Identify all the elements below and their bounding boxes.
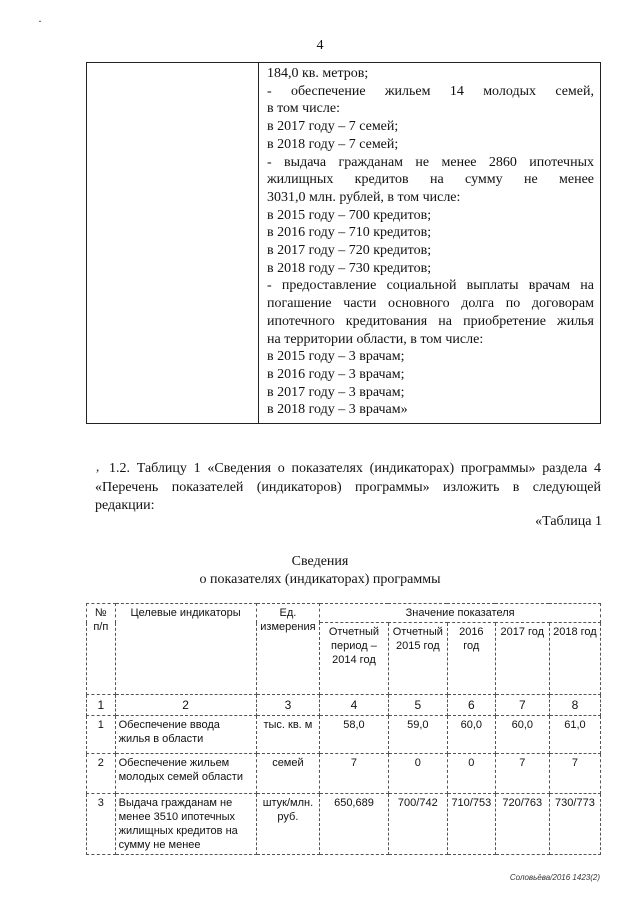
col-header-target: Целевые индикаторы [115, 604, 256, 695]
col-number: 2 [115, 695, 256, 716]
cell-line: в том числе: [267, 101, 340, 117]
cell-line: в 2016 году – 3 врачам; [267, 366, 405, 382]
col-header-num: № п/п [87, 604, 116, 695]
table-row [87, 754, 601, 794]
row-indicator: Выдача гражданам не менее 3510 ипотечных жилищных кредитов на сумму не менее [115, 794, 256, 855]
cell-line: в 2015 году – 700 кредитов; [267, 207, 432, 223]
cell-line: - предоставление социальной выплаты врачам на [267, 278, 594, 294]
row-value: 58,0 [320, 716, 388, 754]
cell-line: 184,0 кв. метров; [267, 66, 369, 81]
document-footer: Соловьёва/2016 1423(2) [509, 873, 600, 882]
row-value: 650,689 [320, 794, 388, 855]
subheader-2016: 2016 год [447, 623, 495, 695]
continuation-right-cell [259, 63, 600, 423]
column-number-row [87, 695, 601, 716]
cell-line: ипотечного кредитования на приобретение жилья [267, 313, 594, 329]
continuation-left-cell [87, 63, 259, 423]
table-row [87, 794, 601, 855]
cell-line: в 2015 году – 3 врачам; [267, 349, 405, 365]
row-value: 700/742 [388, 794, 447, 855]
row-unit: семей [256, 754, 320, 794]
table-heading [0, 553, 640, 589]
col-number: 4 [320, 695, 388, 716]
col-number: 8 [549, 695, 600, 716]
row-num: 3 [87, 794, 116, 855]
cell-line: 3031,0 млн. рублей, в том числе: [267, 189, 461, 205]
heading-line-2: о показателях (индикаторах) программы [199, 572, 441, 587]
cell-line: в 2018 году – 7 семей; [267, 136, 399, 152]
col-header-unit: Ед. измерения [256, 604, 320, 695]
row-num: 1 [87, 716, 116, 754]
amendment-text: 1.2. Таблицу 1 «Сведения о показателях (индикаторах) программы» раздела 4 «Перечень показателей (индикаторов) программы» изложить в следующей редакции: [95, 461, 601, 513]
col-number: 3 [256, 695, 320, 716]
cell-line: в 2017 году – 7 семей; [267, 119, 399, 135]
cell-line: на территории области, в том числе: [267, 331, 484, 347]
row-value: 720/763 [495, 794, 549, 855]
row-indicator: Обеспечение жильем молодых семей области [115, 754, 256, 794]
col-number: 7 [495, 695, 549, 716]
amendment-paragraph [95, 460, 601, 516]
cell-line: жилищных кредитов на сумму не менее [267, 172, 594, 188]
header-row [87, 604, 601, 623]
col-header-value: Значение показателя [320, 604, 601, 623]
row-value: 0 [388, 754, 447, 794]
table-row [87, 716, 601, 754]
row-value: 60,0 [495, 716, 549, 754]
row-value: 61,0 [549, 716, 600, 754]
col-number: 6 [447, 695, 495, 716]
subheader-2015: Отчетный 2015 год [388, 623, 447, 695]
row-value: 710/753 [447, 794, 495, 855]
row-indicator: Обеспечение ввода жилья в области [115, 716, 256, 754]
cell-line: погашение части основного долга по договорам [267, 296, 594, 312]
cell-line: в 2016 году – 710 кредитов; [267, 225, 432, 241]
row-num: 2 [87, 754, 116, 794]
cell-line: - обеспечение жильем 14 молодых семей, [267, 83, 594, 99]
col-number: 1 [87, 695, 116, 716]
row-value: 7 [320, 754, 388, 794]
heading-line-1: Сведения [291, 554, 349, 569]
row-value: 730/773 [549, 794, 600, 855]
subheader-2014: Отчетный период – 2014 год [320, 623, 388, 695]
cell-line: - выдача гражданам не менее 2860 ипотечных [267, 154, 594, 170]
row-value: 7 [495, 754, 549, 794]
row-unit: тыс. кв. м [256, 716, 320, 754]
indicators-table [86, 603, 601, 855]
subheader-2017: 2017 год [495, 623, 549, 695]
col-number: 5 [388, 695, 447, 716]
row-value: 59,0 [388, 716, 447, 754]
cell-line: в 2017 году – 3 врачам; [267, 384, 405, 400]
row-value: 0 [447, 754, 495, 794]
row-value: 7 [549, 754, 600, 794]
cell-line: в 2018 году – 730 кредитов; [267, 260, 432, 276]
page-number: 4 [316, 38, 324, 53]
subheader-2018: 2018 год [549, 623, 600, 695]
scan-mark: · [38, 14, 42, 28]
cell-line: в 2017 году – 720 кредитов; [267, 243, 432, 259]
table-reference: «Таблица 1 [535, 514, 602, 529]
cell-line: в 2018 году – 3 врачам» [267, 402, 408, 418]
scan-mark: , [96, 459, 100, 474]
row-unit: штук/млн. руб. [256, 794, 320, 855]
row-value: 60,0 [447, 716, 495, 754]
continuation-table [86, 62, 601, 424]
